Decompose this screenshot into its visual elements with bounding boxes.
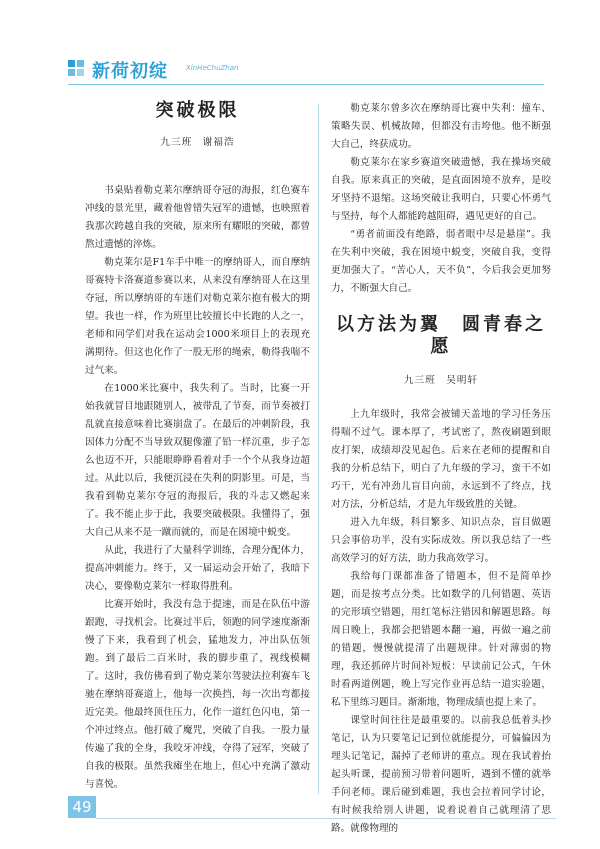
article-title: 以方法为翼 圆青春之愿 [336,314,546,357]
page-number: 49 [68,796,96,818]
section-header [68,54,308,84]
column-divider [318,104,319,794]
paragraph: 我给每门课都准备了错题本，但不是简单抄题，而是按考点分类。比如数学的几何错题、英语的完形填空错题，用红笔标注错因和解题思路。每周日晚上，我都会把错题本翻一遍，再做一遍之前的错题，慢慢就提清了出题规律。针对薄弱的物理，我还抓碎片时间补短板：早读前记公式，午休时看两道例题，晚上写完作业再总结一道实验题，私下里练习题目。渐渐地，物理成绩也提上来了。 [331,571,551,708]
paragraph: 勒克莱尔是F1车手中唯一的摩纳哥人，而自摩纳哥赛特卡洛赛道参赛以来，从来没有摩纳哥人在这里夺冠，所以摩纳哥的车迷们对勒克莱尔抱有极大的期望。我也一样，作为班里比较擅长中长跑的人之一，老师和同学们对我在运动会1000米项目上的表现充满期待。但这也化作了一股无形的绳索，勒得我喘不过气来。 [85,257,310,376]
left-column [85,100,310,794]
paragraph: 勒克莱尔在家乡赛道突破遗憾，我在操场突破自我。原来真正的突破，是直面困境不放弃，是咬牙坚持不退缩。这场突破让我明白，只要心怀勇气与坚持，每个人都能跨越阻碍，遇见更好的自己。 [331,157,551,222]
paragraph: 课堂时间往往是最重要的。以前我总低着头抄笔记，认为只要笔记记到位就能提分，可偏偏因为埋头记笔记，漏掉了老师讲的重点。现在我试着抬起头听课，提前预习带着问题听，遇到不懂的就举手问老师。课后碰到难题，我也会拉着同学讨论，有时候我给别人讲题，说着说着自己就理清了思路。就像物理的 [331,715,551,834]
paragraph: “勇者前面没有绝路，弱者眼中尽是悬崖”。我在失利中突破，我在困境中蜕变，突破自我，变得更加强大了。“苦心人，天不负”，今后我会更加努力，不断强大自己。 [331,229,551,294]
article-author: 九三班 谢福浩 [160,137,235,148]
paragraph: 在1000米比赛中，我失利了。当时，比赛一开始我就冒目地跟随别人，被带乱了节奏，而节奏被打乱就直接意味着比赛崩盘了。在最后的冲刺阶段，我因体力分配不当导致双腿像灌了铅一样沉重，步子怎么也迈不开，只能眼睁睁看着对手一个个从我身边超过。从此以后，我便沉浸在失利的阴影里。可是，当我看到勒克莱尔夺冠的海报后，我的斗志又燃起来了。我不能止步于此，我要突破极限。我懂得了，强大自己从来不是一蹴而就的，而是在困境中蜕变。 [85,383,310,538]
section-subtitle: XinHeChuZhan [186,64,239,72]
right-column [331,100,551,838]
paragraph: 从此，我进行了大量科学训练，合理分配体力，提高冲刺能力。终于，又一届运动会开始了，我暗下决心，要像勒克莱尔一样取得胜利。 [85,545,310,592]
paragraph: 进入九年级，科目繁多、知识点杂，盲目做题只会事倍功半，没有实际成效。所以我总结了一些高效学习的好方法，助力我高效学习。 [331,517,551,564]
paragraph: 勒克莱尔曾多次在摩纳哥比赛中失利：撞车、策略失误、机械故障，但都没有击垮他。他不断强大自己，终获成功。 [331,103,551,150]
paragraph: 上九年级时，我常会被铺天盖地的学习任务压得喘不过气。课本厚了，考试密了，熬夜刷题到眼皮打架，成绩却没见起色。后来在老师的提醒和自我的分析总结下，明白了九年级的学习，蛮干不如巧干，光有冲劲儿盲目向前，永远到不了终点，找对方法，分析总结，才是九年级致胜的关键。 [331,409,551,510]
header-divider [68,84,544,85]
article-author: 九三班 吴明轩 [403,375,479,386]
logo-squares-icon [68,60,86,78]
article-title: 突破极限 [155,100,240,121]
section-title: 新荷初绽 [92,61,168,82]
paragraph: 比赛开始时，我没有急于提速，而是在队伍中游跟跑，寻找机会。比赛过半后，领跑的同学速度渐渐慢了下来，我看到了机会，猛地发力，冲出队伍领跑。到了最后二百米时，我的脚步重了，视线模糊了。这时，我仿佛看到了勒克莱尔驾驶法拉利赛车飞驰在摩纳哥赛道上，他每一次换挡，每一次出弯都接近完美。他最终顶住压力，化作一道红色闪电，第一个冲过终点。他打破了魔咒，突破了自我。一股力量传遍了我的全身，我咬牙冲线，夺得了冠军，突破了自我的极限。虽然我瘫坐在地上，但心中充满了激动与喜悦。 [85,599,310,790]
footer-divider [96,818,556,819]
paragraph: 书桌贴着勒克莱尔摩纳哥夺冠的海报，红色赛车冲线的景光里，藏着他曾错失冠军的遗憾，也映照着我那次跨越自我的突破，原来所有耀眼的突破，都曾熬过遗憾的淬炼。 [85,185,310,250]
